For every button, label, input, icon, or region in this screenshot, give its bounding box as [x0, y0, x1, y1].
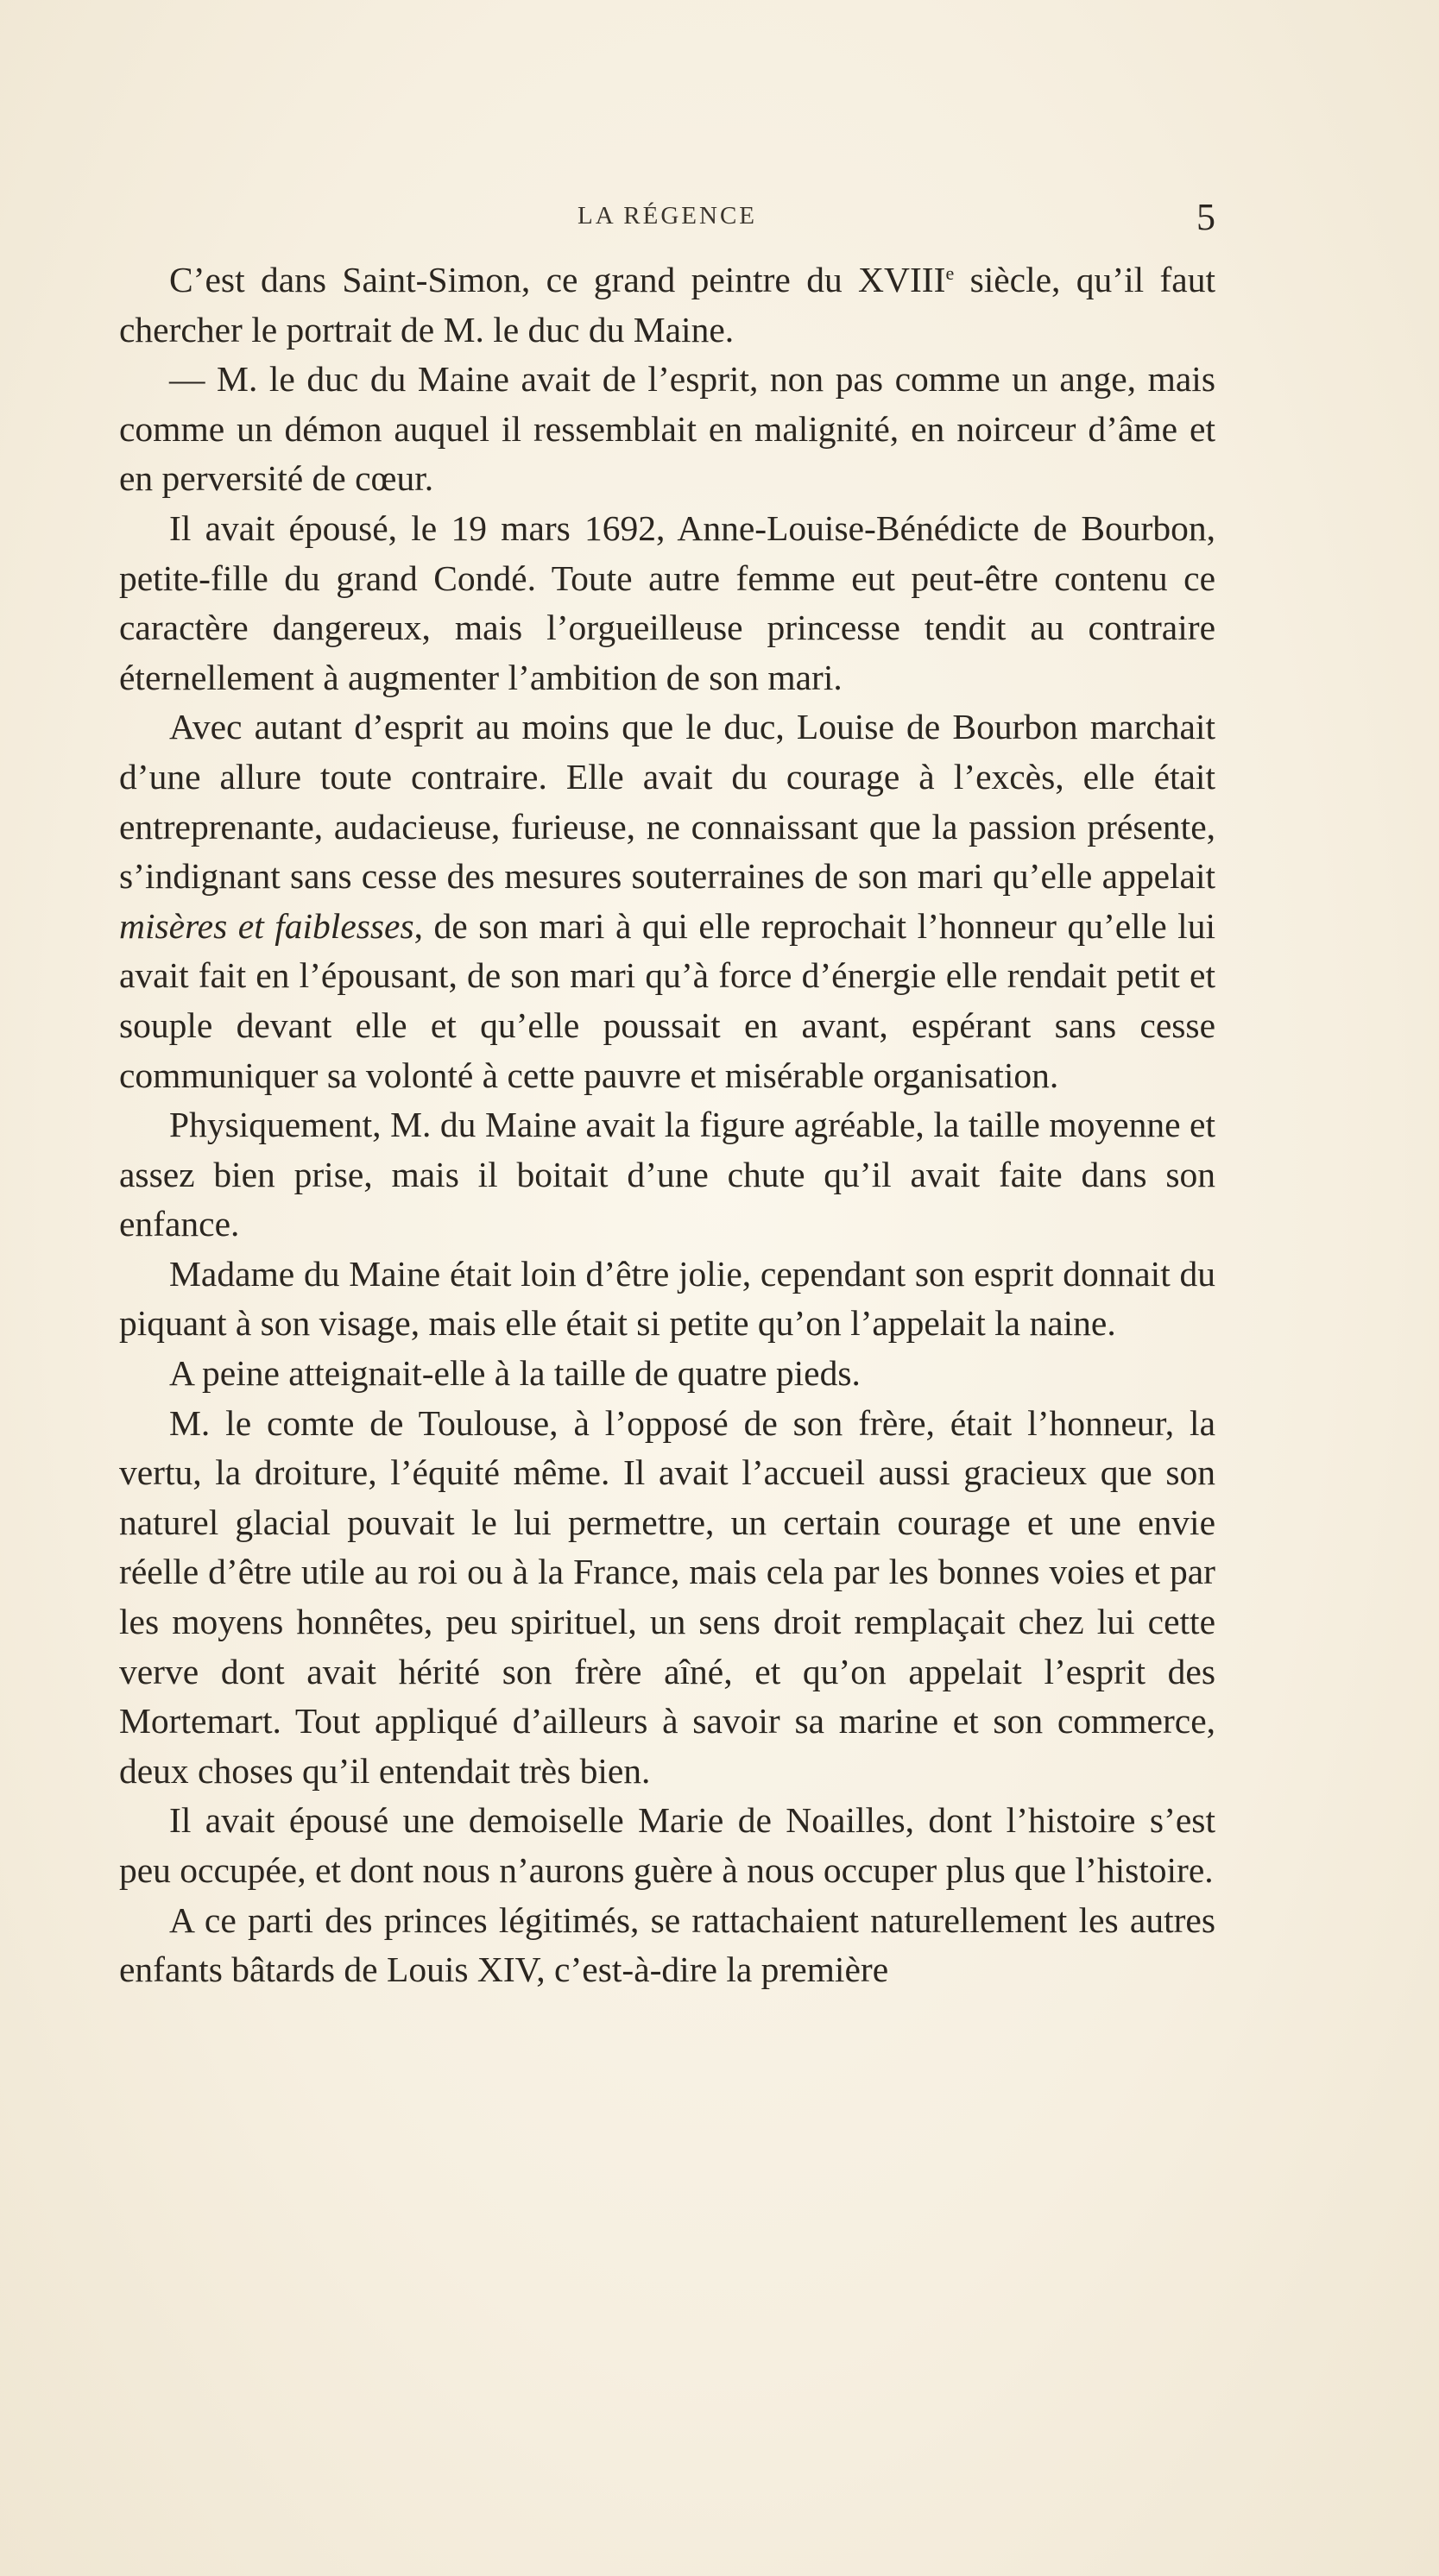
paragraph-6: Madame du Maine était loin d’être jolie, cependant son esprit donnait du piquant à son visage, mais elle était si petite qu’on l’appelait la naine. [119, 1253, 1215, 1344]
paragraph-10: A ce parti des princes légitimés, se rattachaient naturellement les autres enfants bâtards de Louis XIV, c’est-à-dire la première [119, 1899, 1215, 1990]
paragraph-7: A peine atteignait-elle à la taille de quatre pieds. [169, 1353, 861, 1394]
paragraph-9: Il avait épousé une demoiselle Marie de Noailles, dont l’histoire s’est peu occupée, et dont nous n’aurons guère à nous occuper plus que l’histoire. [119, 1800, 1215, 1890]
paragraph-8: M. le comte de Toulouse, à l’opposé de son frère, était l’honneur, la vertu, la droiture, l’équité même. Il avait l’accueil aussi gracieux que son naturel glacial pouvait le lui permettre, un certain courage et une envie réelle d’être utile au roi ou à la France, mais cela par les bonnes voies et par les moyens honnêtes, peu spirituel, un sens droit remplaçait chez lui cette verve dont avait hérité son frère aîné, et qu’on appelait l’esprit des Mortemart. Tout appliqué d’ailleurs à savoir sa marine et son commerce, deux choses qu’il entendait très bien. [119, 1402, 1215, 1791]
running-head: LA RÉGENCE [577, 202, 758, 230]
century-superscript: e [945, 262, 955, 284]
paragraph-4 [119, 702, 1215, 1100]
page-number: 5 [1196, 196, 1215, 238]
paragraph-4-text-end: , de son mari à qui elle reprochait l’honneur qu’elle lui avait fait en l’épousant, de son mari qu’à force d’énergie elle rendait petit et souple devant elle et qu’elle poussait en avant, espérant sans cesse communiquer sa volonté à cette pauvre et misérable organisation. [119, 905, 1215, 1095]
paragraph-1-text-start: C’est dans Saint-Simon, ce grand peintre du XVIII [169, 260, 946, 299]
paragraph-1-text-end: siècle, qu’il faut chercher le portrait de M. le duc du Maine. [119, 260, 1216, 350]
paragraph-4-text-start: Avec autant d’esprit au moins que le duc, Louise de Bourbon marchait d’une allure toute contraire. Elle avait du courage à l’excès, elle était entreprenante, audacieuse, furieuse, ne connaissant que la passion présente, s’indignant sans cesse des mesures souterraines de son mari qu’elle appelait [119, 707, 1215, 897]
paragraph-5: Physiquement, M. du Maine avait la figure agréable, la taille moyenne et assez bien prise, mais il boitait d’une chute qu’il avait faite dans son enfance. [119, 1105, 1215, 1244]
paragraph-1 [119, 255, 1215, 355]
italic-phrase: misères et faiblesses [119, 905, 414, 946]
page-header [119, 197, 1215, 245]
body-text [119, 255, 1215, 1995]
paragraph-2: — M. le duc du Maine avait de l’esprit, non pas comme un ange, mais comme un démon auquel il ressemblait en malignité, en noirceur d’âme et en perversité de cœur. [119, 359, 1215, 499]
paragraph-3: Il avait épousé, le 19 mars 1692, Anne-Louise-Bénédicte de Bourbon, petite-fille du grand Condé. Toute autre femme eut peut-être contenu ce caractère dangereux, mais l’orgueilleuse princesse tendit au contraire éternellement à augmenter l’ambition de son mari. [119, 507, 1215, 697]
